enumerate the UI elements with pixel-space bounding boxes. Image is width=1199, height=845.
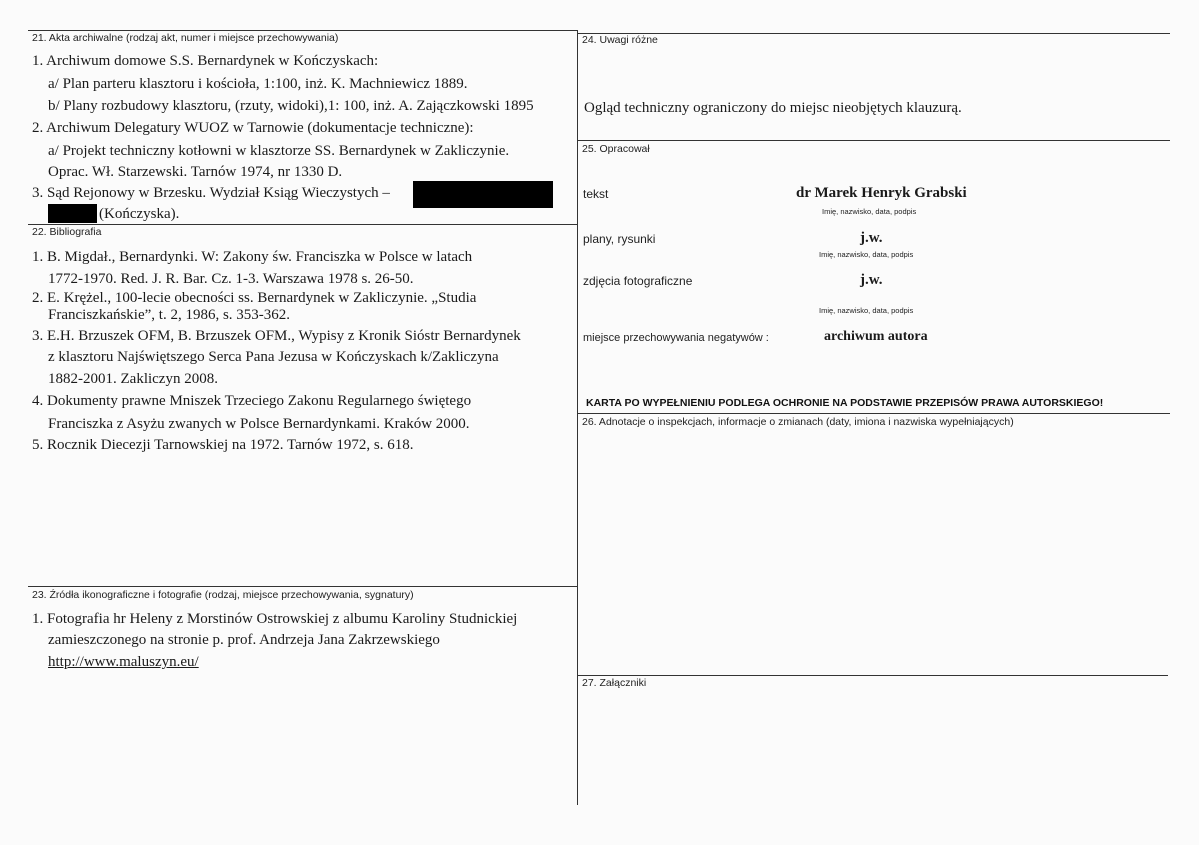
bibliography-line: 1882-2001. Zakliczyn 2008. — [48, 371, 218, 387]
author-row-label: zdjęcia fotograficzne — [583, 274, 693, 288]
rule-27 — [578, 675, 1168, 676]
author-name: dr Marek Henryk Grabski — [796, 185, 967, 201]
archive-line: 2. Archiwum Delegatury WUOZ w Tarnowie (dokumentacje techniczne): — [32, 120, 474, 136]
rule-23 — [28, 586, 578, 587]
archive-line: b/ Plany rozbudowy klasztoru, (rzuty, widoki),1: 100, inż. A. Zajączkowski 1895 — [48, 98, 534, 114]
center-divider — [577, 30, 578, 805]
section-21-header: 21. Akta archiwalne (rodzaj akt, numer i miejsce przechowywania) — [32, 32, 339, 44]
rule-25 — [578, 140, 1170, 141]
section-26-header: 26. Adnotacje o inspekcjach, informacje o zmianach (daty, imiona i nazwiska wypełniających) — [582, 416, 1014, 428]
source-link[interactable] — [48, 652, 199, 672]
bibliography-line: 3. E.H. Brzuszek OFM, B. Brzuszek OFM., Wypisy z Kronik Sióstr Bernardynek — [32, 328, 521, 344]
archive-line: a/ Projekt techniczny kotłowni w klasztorze SS. Bernardynek w Zakliczynie. — [48, 143, 510, 159]
signature-caption: Imię, nazwisko, data, podpis — [819, 306, 914, 315]
rule-26 — [578, 413, 1170, 414]
archive-line: a/ Plan parteru klasztoru i kościoła, 1:100, inż. K. Machniewicz 1889. — [48, 76, 468, 92]
archive-line: (Kończyska). — [99, 206, 180, 222]
maluszyn-link[interactable]: http://www.maluszyn.eu/ — [48, 654, 199, 670]
archive-line: Oprac. Wł. Starzewski. Tarnów 1974, nr 1330 D. — [48, 164, 343, 180]
section-23-header: 23. Źródła ikonograficzne i fotografie (rodzaj, miejsce przechowywania, sygnatury) — [32, 589, 414, 601]
negatives-label: miejsce przechowywania negatywów : — [583, 332, 769, 344]
section-27-header: 27. Załączniki — [582, 677, 647, 689]
redaction-bar — [413, 181, 553, 208]
bibliography-line: Franciszka z Asyżu zwanych w Polsce Bernardynkami. Kraków 2000. — [48, 416, 470, 432]
bibliography-line: z klasztoru Najświętszego Serca Pana Jezusa w Kończyskach k/Zakliczyna — [48, 349, 499, 365]
bibliography-line: 2. E. Krężel., 100-lecie obecności ss. Bernardynek w Zakliczynie. „Studia — [32, 290, 477, 306]
author-row-label: plany, rysunki — [583, 232, 656, 246]
iconography-line: 1. Fotografia hr Heleny z Morstinów Ostrowskiej z albumu Karoliny Studnickiej — [32, 611, 518, 627]
archive-line: 1. Archiwum domowe S.S. Bernardynek w Kończyskach: — [32, 53, 379, 69]
iconography-line: zamieszczonego na stronie p. prof. Andrzeja Jana Zakrzewskiego — [48, 632, 440, 648]
remarks-text: Ogląd techniczny ograniczony do miejsc nieobjętych klauzurą. — [584, 100, 962, 116]
archive-line: 3. Sąd Rejonowy w Brzesku. Wydział Ksiąg Wieczystych – — [32, 185, 390, 201]
bibliography-line: 5. Rocznik Diecezji Tarnowskiej na 1972. Tarnów 1972, s. 618. — [32, 437, 414, 453]
author-name: j.w. — [860, 230, 883, 246]
bibliography-line: 4. Dokumenty prawne Mniszek Trzeciego Zakonu Regularnego świętego — [32, 393, 472, 409]
section-22-header: 22. Bibliografia — [32, 226, 102, 238]
author-name: j.w. — [860, 272, 883, 288]
signature-caption: Imię, nazwisko, data, podpis — [822, 207, 917, 216]
bibliography-line: 1772-1970. Red. J. R. Bar. Cz. 1-3. Warszawa 1978 s. 26-50. — [48, 271, 414, 287]
section-24-header: 24. Uwagi różne — [582, 34, 658, 46]
bibliography-line: Franciszkańskie”, t. 2, 1986, s. 353-362. — [48, 307, 291, 323]
signature-caption: Imię, nazwisko, data, podpis — [819, 250, 914, 259]
author-row-label: tekst — [583, 187, 609, 201]
section-25-header: 25. Opracował — [582, 143, 650, 155]
rule-22 — [28, 224, 578, 225]
redaction-bar — [48, 204, 97, 223]
negatives-location: archiwum autora — [824, 329, 928, 344]
top-rule-right — [578, 33, 1170, 34]
copyright-notice: KARTA PO WYPEŁNIENIU PODLEGA OCHRONIE NA PODSTAWIE PRZEPISÓW PRAWA AUTORSKIEGO! — [586, 397, 1104, 409]
top-rule-left — [28, 30, 578, 31]
bibliography-line: 1. B. Migdał., Bernardynki. W: Zakony św. Franciszka w Polsce w latach — [32, 249, 473, 265]
